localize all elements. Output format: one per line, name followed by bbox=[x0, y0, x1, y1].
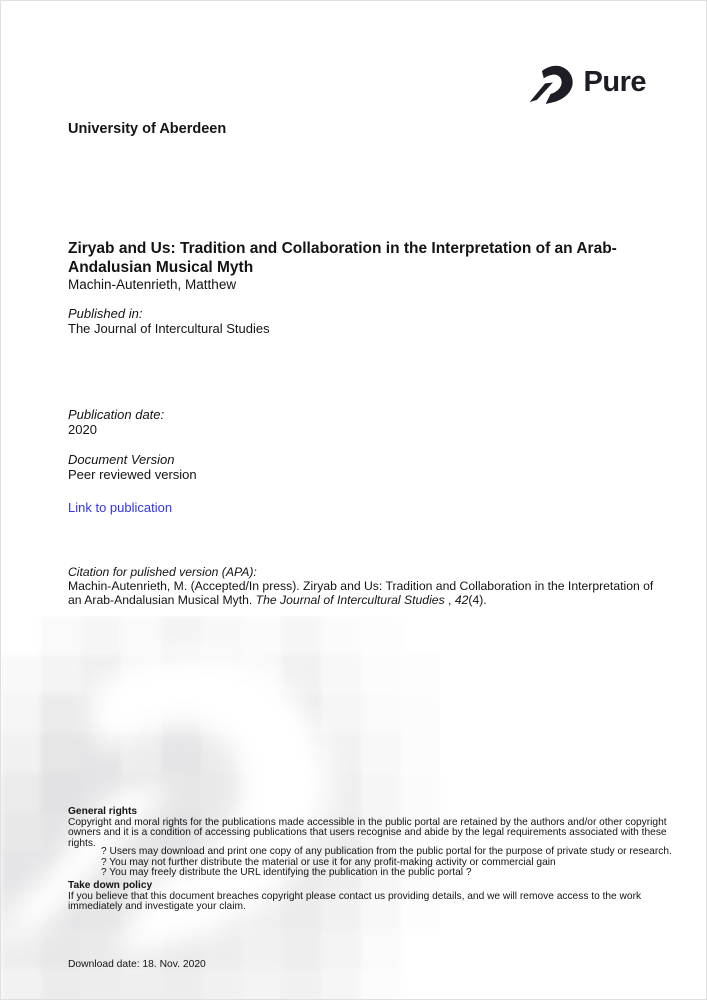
pure-wordmark: Pure bbox=[583, 66, 646, 98]
citation-part: (4). bbox=[468, 593, 487, 607]
document-version-value: Peer reviewed version bbox=[68, 467, 197, 482]
citation-part: Machin-Autenrieth, M. (Accepted/In press). Ziryab and Us: Tradition and Collaboration in the Interpretation of an Arab-Andalusian Musical Myth. bbox=[68, 579, 654, 607]
published-in-value: The Journal of Intercultural Studies bbox=[68, 321, 270, 336]
general-rights-heading: General rights bbox=[68, 806, 138, 817]
take-down-policy-body: If you believe that this document breaches copyright please contact us providing details, and we will remove access to the work immediately and investigate your claim. bbox=[68, 890, 642, 913]
citation-part: , bbox=[444, 593, 455, 607]
publication-title: Ziryab and Us: Tradition and Collaboration in the Interpretation of an Arab-Andalusian Musical Myth bbox=[68, 240, 617, 276]
take-down-policy-block bbox=[68, 881, 692, 913]
published-in-label: Published in: bbox=[68, 306, 143, 321]
author-name: Machin-Autenrieth, Matthew bbox=[68, 277, 237, 292]
link-to-publication-block bbox=[68, 500, 172, 515]
general-rights-block bbox=[68, 807, 696, 849]
citation-text bbox=[68, 579, 653, 607]
rights-bullet-list bbox=[101, 847, 701, 879]
download-date: Download date: 18. Nov. 2020 bbox=[68, 959, 206, 970]
document-version-block bbox=[68, 452, 197, 482]
link-to-publication[interactable]: Link to publication bbox=[68, 500, 173, 515]
rights-bullet: ? You may not further distribute the material or use it for any profit-making activity or commercial gain bbox=[101, 856, 556, 868]
general-rights-body: Copyright and moral rights for the publications made accessible in the public portal are retained by the authors and/or other copyright owners and it is a condition of accessing publications that users recognise and abide by the legal requirements associated with these rights. bbox=[68, 816, 667, 849]
publication-date-label: Publication date: bbox=[68, 407, 165, 422]
document-version-label: Document Version bbox=[68, 452, 175, 467]
take-down-policy-heading: Take down policy bbox=[68, 880, 153, 891]
pure-logo-icon bbox=[529, 61, 575, 104]
citation-block bbox=[68, 565, 668, 607]
pure-logo bbox=[529, 61, 646, 104]
citation-part: 42 bbox=[454, 593, 469, 607]
citation-part: The Journal of Intercultural Studies bbox=[255, 593, 445, 607]
rights-bullet: ? You may freely distribute the URL identifying the publication in the public portal ? bbox=[101, 867, 472, 879]
citation-label: Citation for pulished version (APA): bbox=[68, 565, 257, 579]
publication-date-value: 2020 bbox=[68, 422, 97, 437]
publication-date-block bbox=[68, 407, 164, 437]
institution-name: University of Aberdeen bbox=[68, 121, 227, 137]
page-content bbox=[1, 1, 706, 999]
rights-bullet: ? Users may download and print one copy of any publication from the public portal for the purpose of private study or research. bbox=[101, 846, 672, 857]
published-in-block bbox=[68, 306, 270, 336]
